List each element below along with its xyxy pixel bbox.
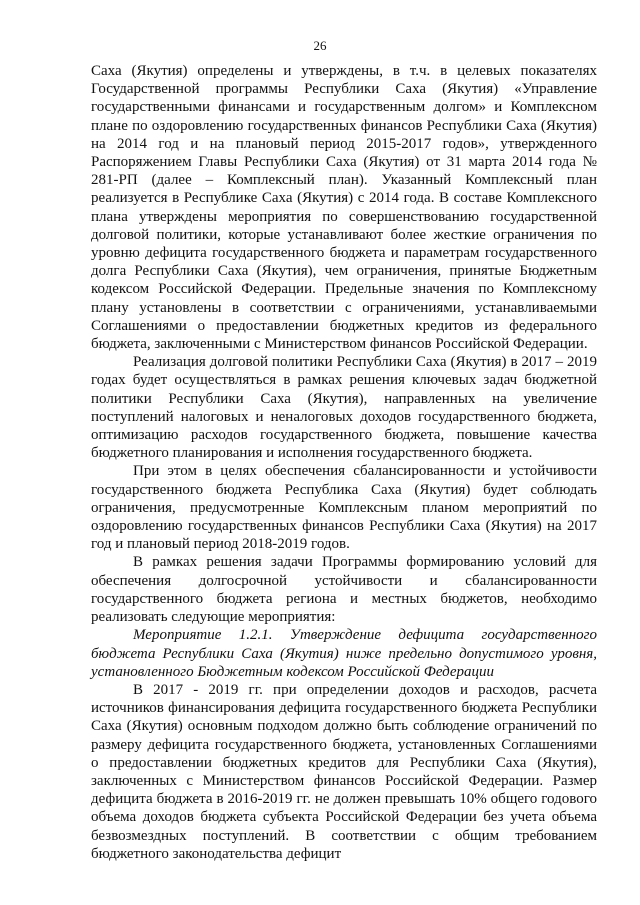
paragraph: В рамках решения задачи Программы формированию условий для обеспечения долгосрочной устойчивости и сбалансированности государственного бюджета региона и местных бюджетов, необходимо реализовать следующие мероприятия: <box>91 554 597 626</box>
paragraph: При этом в целях обеспечения сбалансированности и устойчивости государственного бюджета Республика Саха (Якутия) будет соблюдать ограничения, предусмотренные Комплексным планом мероприятий по оздоровлению государственных финансов Республики Саха (Якутия) на 2017 год и плановый период 2018-2019 годов. <box>91 463 597 553</box>
paragraph: В 2017 - 2019 гг. при определении доходов и расходов, расчета источников финансирования дефицита государственного бюджета Республики Саха (Якутия) основным подходом должно быть соблюдение ограничений по размеру дефицита государственного бюджета, установленных Соглашениями о предоставлении бюджетных кредитов для Республики Саха (Якутия), заключенных с Министерством финансов Российской Федерации. Размер дефицита бюджета в 2016-2019 гг. не должен превышать 10% общего годового объема доходов бюджета субъекта Российской Федерации без учета объема безвозмездных поступлений. В соответствии с общим требованием бюджетного законодательства дефицит <box>91 681 597 862</box>
paragraph: Саха (Якутия) определены и утверждены, в т.ч. в целевых показателях Государственной программы Республики Саха (Якутия) «Управление государственными финансами и государственным долгом» и Комплексном плане по оздоровлению государственных финансов Республики Саха (Якутия) на 2014 год и на плановый период 2015-2017 годов», утвержденного Распоряжением Главы Республики Саха (Якутия) от 31 марта 2014 года № 281-РП (далее – Комплексный план). Указанный Комплексный план реализуется в Республике Саха (Якутия) с 2014 года. В составе Комплексного плана утверждены мероприятия по совершенствованию государственной долговой политики, которые устанавливают более жесткие ограничения по уровню дефицита государственного бюджета и параметрам государственного долга Республики Саха (Якутия), чем ограничения, принятые Бюджетным кодексом Российской Федерации. Предельные значения по Комплексному плану установлены в соответствии с ограничениями, устанавливаемыми Соглашениями о предоставлении бюджетных кредитов из федерального бюджета, заключенными с Министерством финансов Российской Федерации. <box>91 63 597 353</box>
page-number: 26 <box>313 38 327 53</box>
paragraph: Реализация долговой политики Республики Саха (Якутия) в 2017 – 2019 годах будет осуществляться в рамках решения ключевых задач бюджетной политики Республики Саха (Якутия), направленных на увеличение поступлений налоговых и неналоговых доходов государственного бюджета, оптимизацию расходов государственного бюджета, повышение качества бюджетного планирования и исполнения государственного бюджета. <box>91 354 597 462</box>
measure-heading: Мероприятие 1.2.1. Утверждение дефицита государственного бюджета Республики Саха (Якутия) ниже предельно допустимого уровня, установленного Бюджетным кодексом Российской Федерации <box>91 627 597 680</box>
body-text <box>91 62 597 863</box>
